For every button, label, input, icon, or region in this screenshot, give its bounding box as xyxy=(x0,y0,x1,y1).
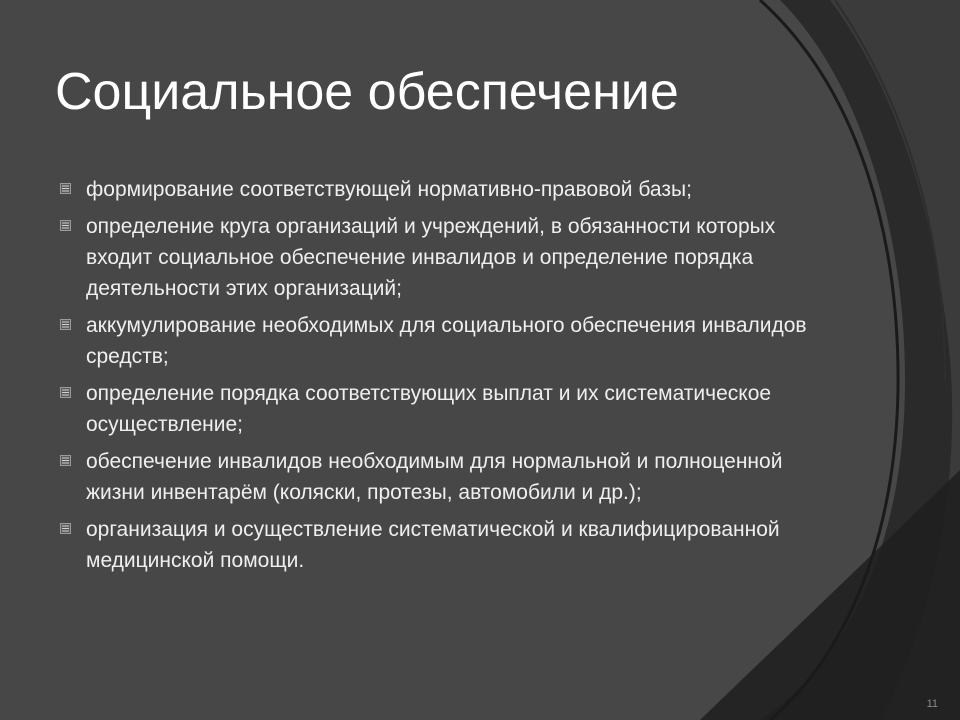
list-item xyxy=(60,211,830,304)
lined-square-icon xyxy=(60,523,71,534)
bullet-text: организация и осуществление систематической и квалифицированной медицинской помощи. xyxy=(86,518,780,572)
bullet-text: определение круга организаций и учреждений, в обязанности которых входит социальное обеспечение инвалидов и определение порядка деятельности этих организаций; xyxy=(86,215,776,300)
bullet-text: определение порядка соответствующих выплат и их систематическое осуществление; xyxy=(86,382,772,436)
lined-square-icon xyxy=(60,455,71,466)
lined-square-icon xyxy=(60,387,71,398)
list-item xyxy=(60,174,830,205)
lined-square-icon xyxy=(60,183,71,194)
bullet-text: аккумулирование необходимых для социального обеспечения инвалидов средств; xyxy=(86,314,807,368)
page-title: Социальное обеспечение xyxy=(55,63,679,121)
bullet-text: формирование соответствующей нормативно-правовой базы; xyxy=(86,178,692,201)
page-number: 11 xyxy=(926,698,938,710)
list-item xyxy=(60,310,830,372)
bullet-text: обеспечение инвалидов необходимым для нормальной и полноценной жизни инвентарём (коляски, протезы, автомобили и др.); xyxy=(86,450,783,504)
bullet-list xyxy=(60,174,830,582)
lined-square-icon xyxy=(60,220,71,231)
list-item xyxy=(60,514,830,576)
list-item xyxy=(60,378,830,440)
list-item xyxy=(60,446,830,508)
lined-square-icon xyxy=(60,319,71,330)
